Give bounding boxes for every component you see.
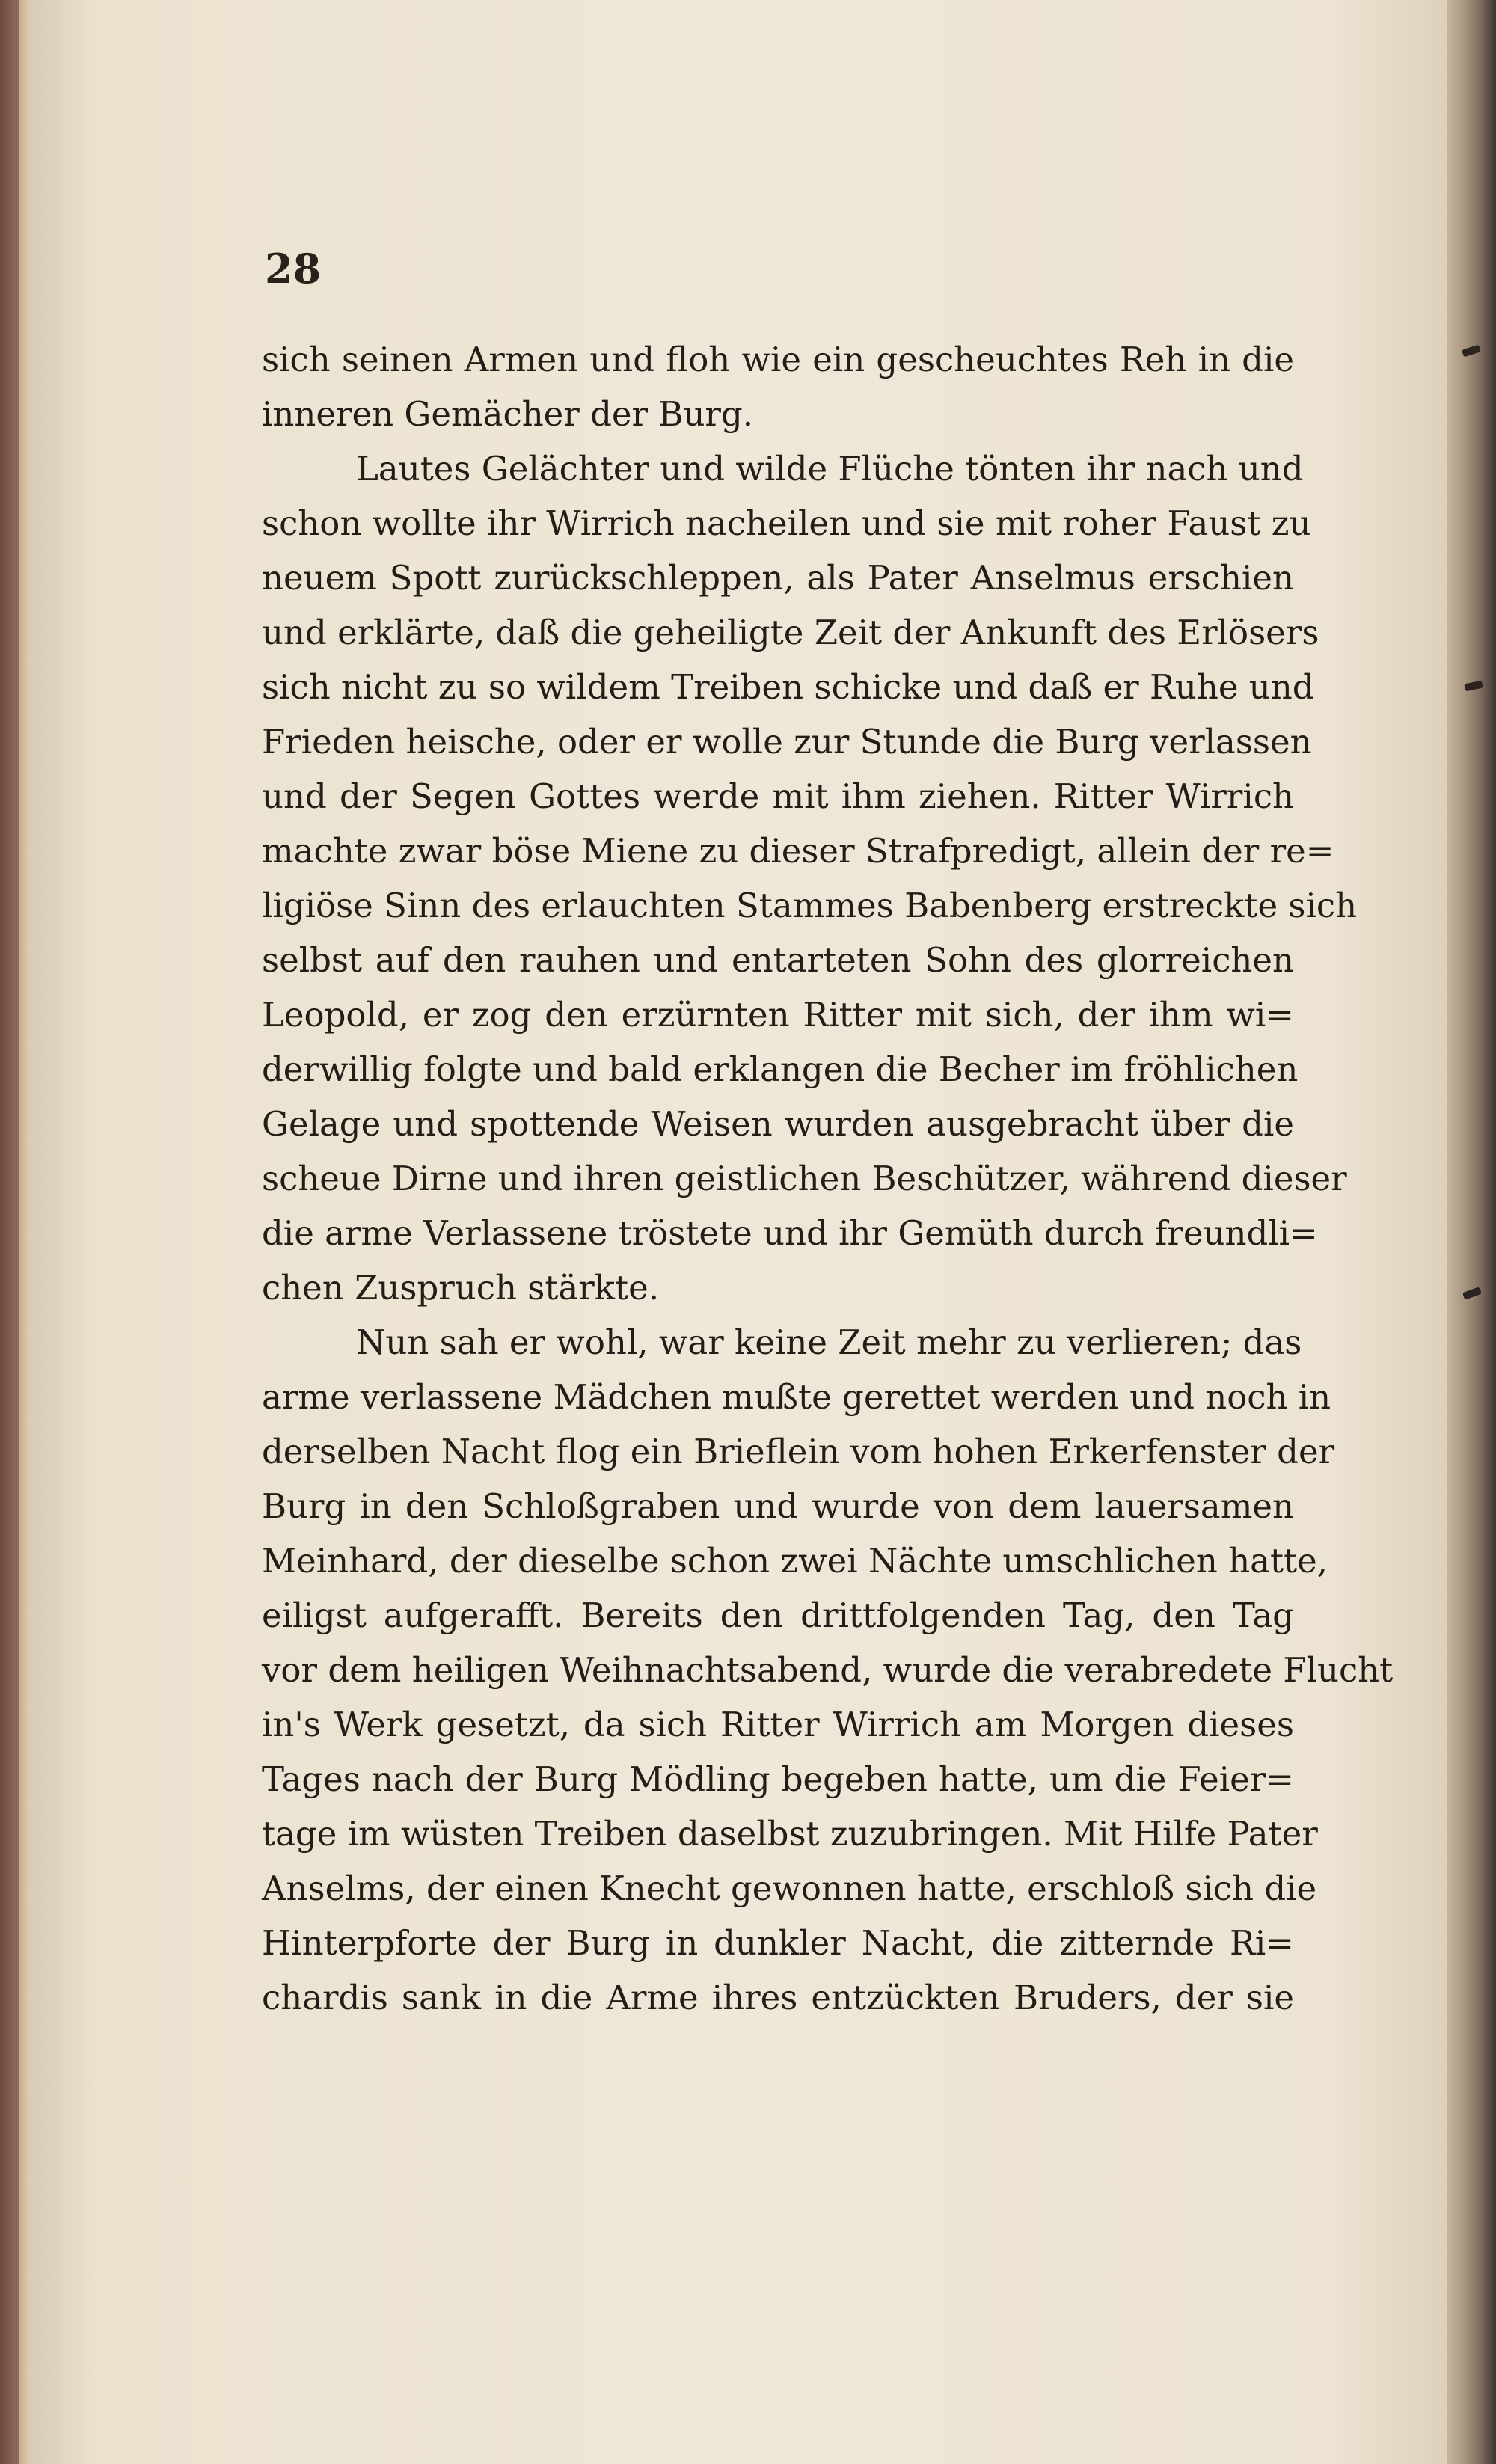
text-line: Leopold, er zog den erzürnten Ritter mit sich, der ihm wi=: [262, 995, 1294, 1035]
text-line: arme verlassene Mädchen mußte gerettet werden und noch in: [262, 1377, 1331, 1417]
text-line: und erklärte, daß die geheiligte Zeit der Ankunft des Erlösers: [262, 613, 1319, 652]
text-line: sich seinen Armen und floh wie ein gescheuchtes Reh in die: [262, 340, 1294, 379]
text-line: Frieden heische, oder er wolle zur Stunde die Burg verlassen: [262, 722, 1312, 761]
text-line: neuem Spott zurückschleppen, als Pater Anselmus erschien: [262, 558, 1294, 598]
text-line: selbst auf den rauhen und entarteten Sohn des glorreichen: [262, 940, 1294, 980]
text-line: Gelage und spottende Weisen wurden ausgebracht über die: [262, 1104, 1294, 1144]
text-line: eiligst aufgerafft. Bereits den drittfolgenden Tag, den Tag: [262, 1596, 1294, 1635]
text-line: sich nicht zu so wildem Treiben schicke und daß er Ruhe und: [262, 667, 1314, 707]
text-line: und der Segen Gottes werde mit ihm ziehen. Ritter Wirrich: [262, 776, 1294, 816]
text-line: chen Zuspruch stärkte.: [262, 1268, 660, 1308]
text-line: Burg in den Schloßgraben und wurde von dem lauersamen: [262, 1486, 1294, 1526]
text-line: derwillig folgte und bald erklangen die Becher im fröhlichen: [262, 1049, 1299, 1089]
text-line: chardis sank in die Arme ihres entzückten Bruders, der sie: [262, 1978, 1294, 2017]
page-number: 28: [265, 245, 322, 292]
text-line: scheue Dirne und ihren geistlichen Beschützer, während dieser: [262, 1159, 1347, 1198]
text-line: Meinhard, der dieselbe schon zwei Nächte umschlichen hatte,: [262, 1541, 1328, 1581]
text-line: Hinterpforte der Burg in dunkler Nacht, die zitternde Ri=: [262, 1923, 1294, 1963]
text-line: inneren Gemächer der Burg.: [262, 394, 754, 434]
text-line: schon wollte ihr Wirrich nacheilen und sie mit roher Faust zu: [262, 503, 1311, 543]
text-line: Lautes Gelächter und wilde Flüche tönten ihr nach und: [356, 449, 1304, 488]
text-line: Nun sah er wohl, war keine Zeit mehr zu verlieren; das: [356, 1323, 1302, 1362]
text-line: die arme Verlassene tröstete und ihr Gemüth durch freundli=: [262, 1213, 1318, 1253]
text-line: machte zwar böse Miene zu dieser Strafpredigt, allein der re=: [262, 831, 1334, 871]
text-line: tage im wüsten Treiben daselbst zuzubringen. Mit Hilfe Pater: [262, 1814, 1318, 1854]
text-line: Tages nach der Burg Mödling begeben hatte, um die Feier=: [262, 1759, 1294, 1799]
text-line: in's Werk gesetzt, da sich Ritter Wirrich am Morgen dieses: [262, 1705, 1294, 1744]
page-stack-edge: [1447, 0, 1496, 2464]
body-text: [262, 332, 1394, 2025]
text-line: ligiöse Sinn des erlauchten Stammes Babenberg erstreckte sich: [262, 886, 1358, 925]
text-line: vor dem heiligen Weihnachtsabend, wurde die verabredete Flucht: [262, 1650, 1394, 1690]
text-line: derselben Nacht flog ein Brieflein vom hohen Erkerfenster der: [262, 1432, 1335, 1471]
text-line: Anselms, der einen Knecht gewonnen hatte, erschloß sich die: [262, 1869, 1317, 1908]
